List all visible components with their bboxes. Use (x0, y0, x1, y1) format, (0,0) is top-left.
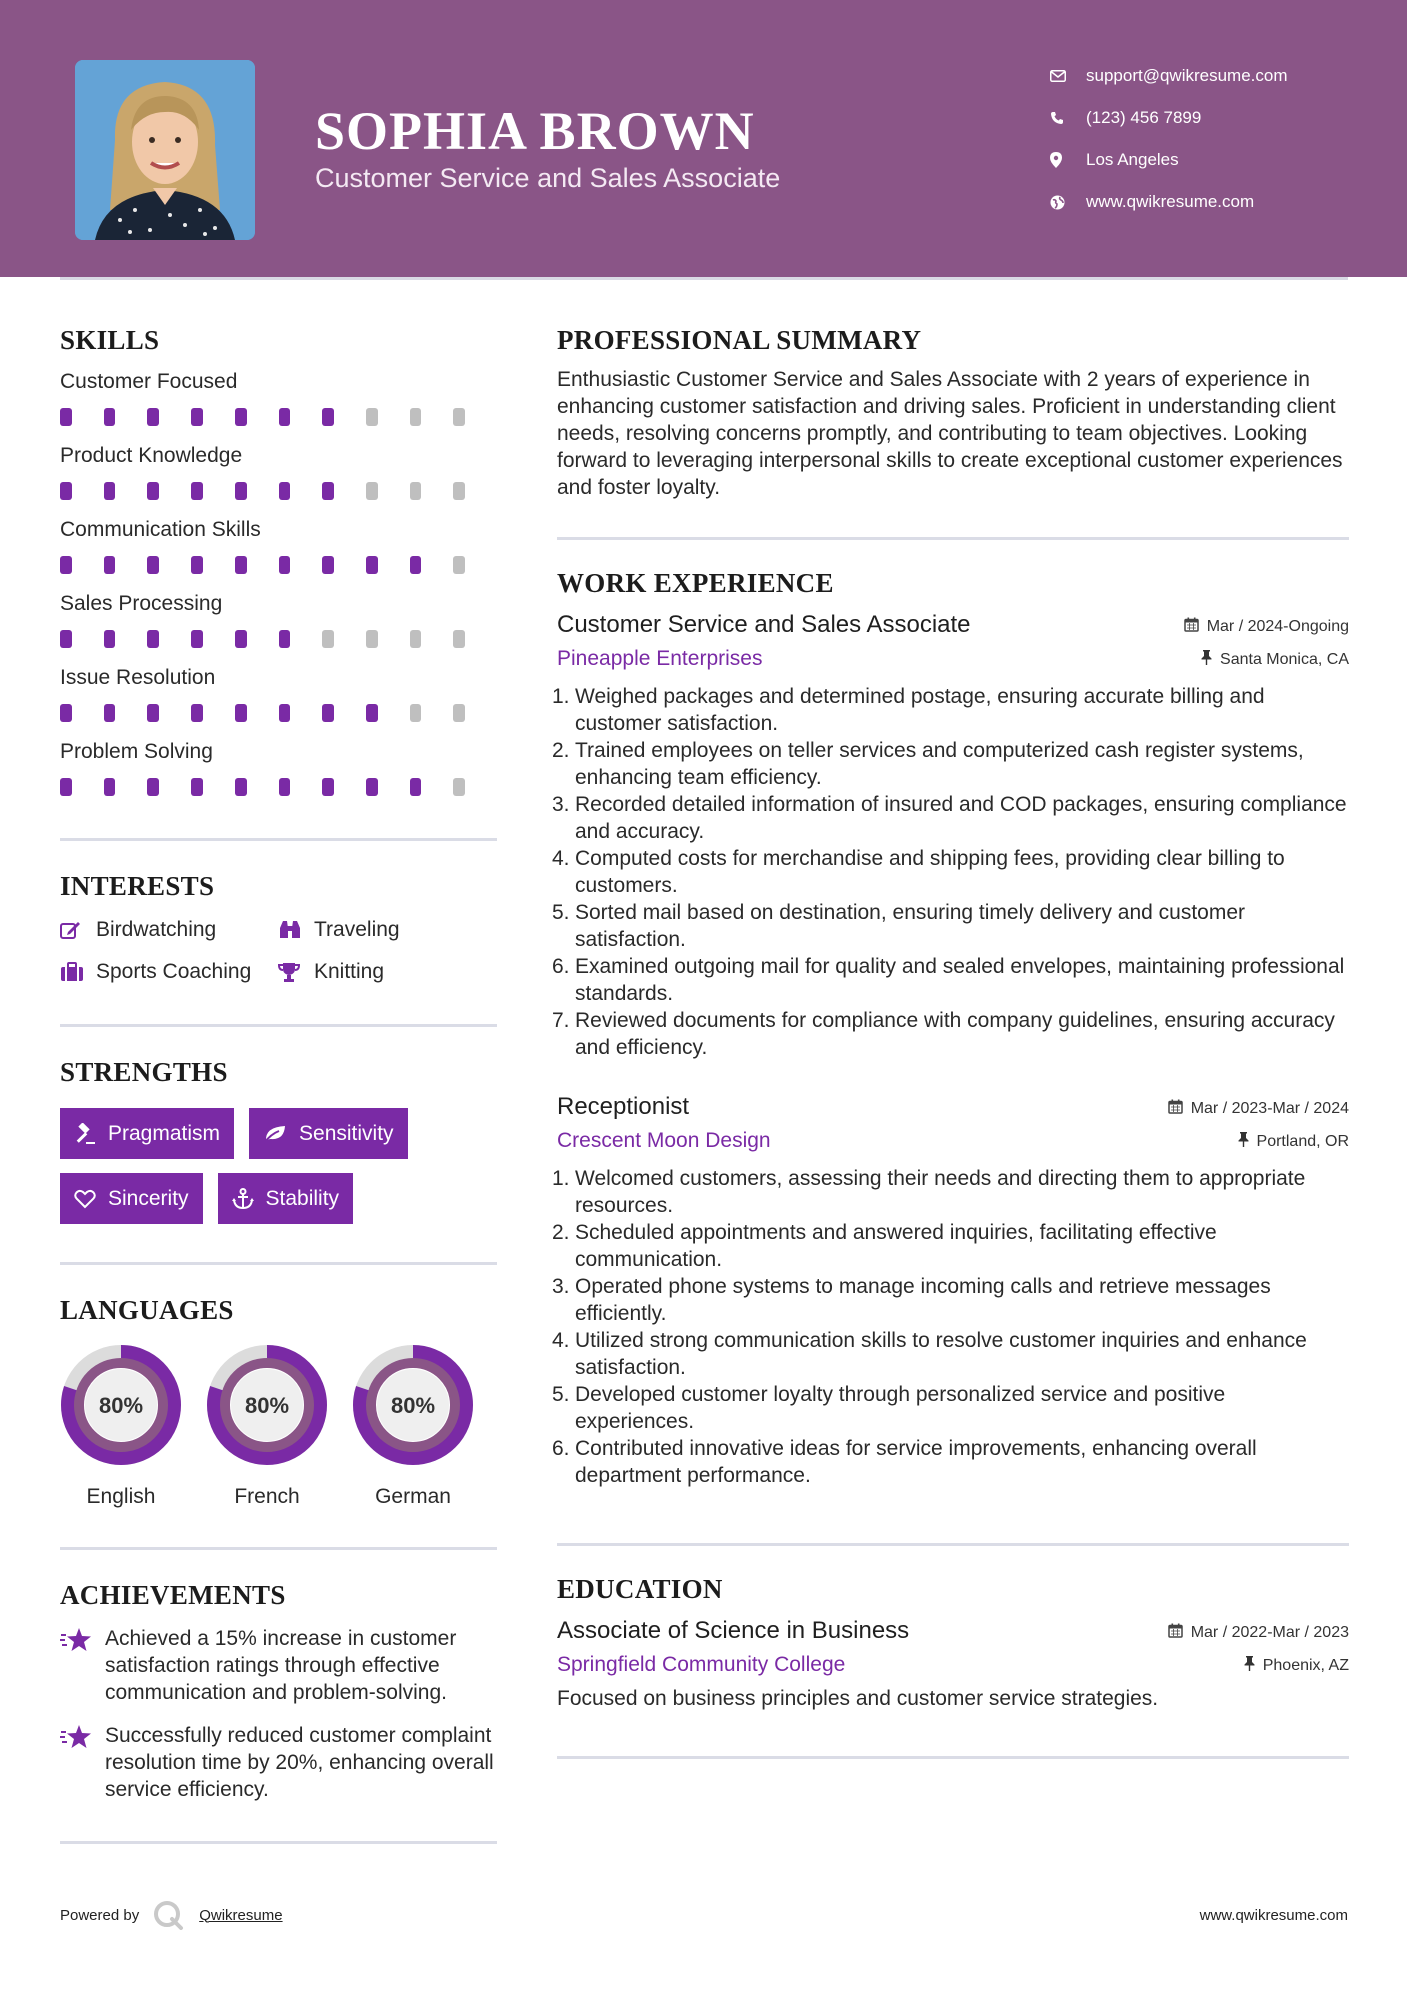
section-divider (557, 1756, 1349, 1759)
powered-by (60, 1900, 283, 1930)
education-heading: EDUCATION (557, 1574, 723, 1604)
contact-phone[interactable] (1050, 97, 1288, 139)
job-dates: Mar / 2024-Ongoing (1184, 617, 1349, 636)
language-percent: 80% (98, 1393, 144, 1418)
rating-dot-filled (235, 408, 247, 426)
rating-dot-filled (235, 556, 247, 574)
job-entry (552, 611, 1349, 1061)
education-entry (557, 1617, 1349, 1712)
job-bullet: 3. Operated phone systems to manage incoming calls and retrieve messages efficiently. (552, 1275, 1271, 1325)
rating-dot-filled (410, 556, 422, 574)
company-name: Crescent Moon Design (557, 1129, 771, 1152)
envelope-icon (1050, 70, 1086, 82)
contact-list (1050, 55, 1288, 223)
job-bullets (552, 683, 1349, 1061)
job-bullet: 2. Scheduled appointments and answered inquiries, facilitating effective communication. (552, 1221, 1217, 1271)
pushpin-icon (1244, 1656, 1255, 1675)
rating-dot-filled (366, 778, 378, 796)
section-divider (557, 1543, 1349, 1546)
section-divider (60, 1262, 497, 1265)
rating-dot-filled (279, 778, 291, 796)
job-dates: Mar / 2023-Mar / 2024 (1168, 1099, 1349, 1118)
rating-dot-empty (453, 408, 465, 426)
section-divider (60, 1841, 497, 1844)
binoculars-icon (278, 920, 314, 940)
bullet-number: 4. (552, 847, 570, 870)
rating-dot-filled (366, 556, 378, 574)
interests-list (60, 918, 497, 984)
language-item (206, 1344, 328, 1509)
bullet-number: 1. (552, 1167, 570, 1190)
powered-by-label: Powered by (60, 1906, 140, 1924)
language-name: French (234, 1485, 300, 1508)
bullet-number: 2. (552, 739, 570, 762)
footer-url[interactable]: www.qwikresume.com (1199, 1906, 1348, 1924)
strength-badge (249, 1108, 408, 1159)
rating-dot-filled (147, 408, 159, 426)
rating-dot-empty (366, 630, 378, 648)
strength-badge (60, 1108, 234, 1159)
job-bullet: 5. Developed customer loyalty through personalized service and positive experiences. (552, 1383, 1226, 1433)
rating-dot-empty (453, 704, 465, 722)
skill-name: Issue Resolution (60, 666, 216, 689)
right-column (552, 325, 1349, 1759)
language-percent: 80% (390, 1393, 436, 1418)
rating-dot-filled (235, 630, 247, 648)
strength-label: Pragmatism (108, 1121, 221, 1145)
rating-dot-filled (191, 556, 203, 574)
section-divider (60, 1024, 497, 1027)
strength-label: Stability (265, 1186, 340, 1210)
pushpin-icon (1238, 1132, 1249, 1151)
work-list (552, 611, 1349, 1489)
pencil-square-icon (60, 920, 96, 940)
brand-link[interactable]: Qwikresume (199, 1906, 283, 1924)
summary-text: Enthusiastic Customer Service and Sales Associate with 2 years of experience in enhancing customer satisfaction and driving sales. Proficient in understanding client needs, resolving concerns promptly, and contributing to team objectives. Looking forward to leveraging interpersonal skills to create exceptional customer experiences and foster loyalty. (557, 368, 1343, 499)
leaf-icon (263, 1124, 287, 1144)
rating-dot-filled (279, 630, 291, 648)
rating-dot-empty (410, 482, 422, 500)
job-bullet: 4. Utilized strong communication skills to resolve customer inquiries and enhance satisfaction. (552, 1329, 1307, 1379)
bullet-number: 5. (552, 1383, 570, 1406)
job-bullet: 1. Welcomed customers, assessing their needs and directing them to appropriate resources. (552, 1167, 1306, 1217)
job-bullets (552, 1165, 1349, 1489)
achievement-item (60, 1722, 497, 1803)
rating-dot-empty (410, 408, 422, 426)
rating-dot-empty (366, 482, 378, 500)
rating-dot-filled (104, 408, 116, 426)
skill-rating (60, 704, 497, 724)
rating-dot-empty (366, 408, 378, 426)
section-divider (60, 838, 497, 841)
rating-dot-empty (453, 482, 465, 500)
star-badge-icon (60, 1625, 105, 1706)
section-divider (60, 1547, 497, 1550)
rating-dot-filled (104, 704, 116, 722)
rating-dot-filled (104, 556, 116, 574)
achievements-list (60, 1625, 497, 1803)
rating-dot-filled (147, 704, 159, 722)
location-pin-icon (1050, 152, 1086, 168)
strengths-list (60, 1108, 497, 1224)
contact-location (1050, 139, 1288, 181)
skill-rating (60, 778, 497, 798)
star-badge-icon (60, 1722, 105, 1803)
job-bullet: 4. Computed costs for merchandise and shipping fees, providing clear billing to customers. (552, 847, 1285, 897)
job-title: Customer Service and Sales Associate (557, 611, 971, 638)
language-item (352, 1344, 474, 1509)
interest-item (278, 960, 478, 984)
bullet-number: 3. (552, 1275, 570, 1298)
summary-heading: PROFESSIONAL SUMMARY (557, 325, 922, 355)
bullet-number: 7. (552, 1009, 570, 1032)
language-ring (352, 1344, 474, 1466)
interests-heading: INTERESTS (60, 871, 215, 901)
bullet-number: 6. (552, 1437, 570, 1460)
rating-dot-filled (147, 482, 159, 500)
skill-rating (60, 630, 497, 650)
achievement-text: Successfully reduced customer complaint resolution time by 20%, enhancing overall service efficiency. (105, 1724, 494, 1801)
resume-header (0, 0, 1407, 277)
interest-item (60, 918, 278, 942)
education-school: Springfield Community College (557, 1653, 846, 1676)
bullet-number: 4. (552, 1329, 570, 1352)
pushpin-icon (1201, 650, 1212, 669)
candidate-title: Customer Service and Sales Associate (315, 163, 781, 193)
job-entry (552, 1093, 1349, 1489)
rating-dot-filled (410, 778, 422, 796)
skills-list (60, 370, 497, 798)
calendar-icon (1184, 617, 1199, 636)
achievement-text: Achieved a 15% increase in customer satisfaction ratings through effective communication and problem-solving. (105, 1627, 457, 1704)
skill-name: Communication Skills (60, 518, 261, 541)
rating-dot-filled (191, 408, 203, 426)
rating-dot-filled (104, 482, 116, 500)
contact-location-text: Los Angeles (1086, 150, 1179, 169)
rating-dot-filled (191, 704, 203, 722)
rating-dot-filled (279, 704, 291, 722)
rating-dot-filled (104, 778, 116, 796)
language-name: German (375, 1485, 451, 1508)
achievement-item (60, 1625, 497, 1706)
languages-heading: LANGUAGES (60, 1295, 234, 1325)
rating-dot-empty (322, 630, 334, 648)
company-name: Pineapple Enterprises (557, 647, 763, 670)
footer (60, 1900, 1348, 1930)
rating-dot-filled (279, 482, 291, 500)
bullet-number: 6. (552, 955, 570, 978)
bullet-number: 2. (552, 1221, 570, 1244)
bullet-number: 1. (552, 685, 570, 708)
gavel-icon (74, 1123, 96, 1145)
job-location: Portland, OR (1238, 1132, 1349, 1151)
qwikresume-logo-icon (153, 1900, 185, 1930)
rating-dot-filled (366, 704, 378, 722)
rating-dot-filled (60, 630, 72, 648)
rating-dot-filled (60, 556, 72, 574)
rating-dot-filled (322, 704, 334, 722)
profile-photo (75, 60, 255, 240)
education-dates: Mar / 2022-Mar / 2023 (1168, 1623, 1349, 1642)
interest-label: Traveling (314, 918, 400, 941)
interest-label: Knitting (314, 960, 385, 983)
job-bullet: 2. Trained employees on teller services and computerized cash register systems, enhancing team efficiency. (552, 739, 1304, 789)
language-name: English (86, 1485, 156, 1508)
contact-website[interactable] (1050, 181, 1288, 223)
job-bullet: 3. Recorded detailed information of insured and COD packages, ensuring compliance and accuracy. (552, 793, 1347, 843)
education-degree: Associate of Science in Business (557, 1617, 910, 1644)
rating-dot-filled (60, 482, 72, 500)
contact-email[interactable] (1050, 55, 1288, 97)
header-divider (60, 277, 1348, 280)
rating-dot-empty (453, 556, 465, 574)
rating-dot-filled (235, 704, 247, 722)
job-title: Receptionist (557, 1093, 690, 1120)
trophy-icon (278, 962, 314, 982)
language-percent: 80% (244, 1393, 290, 1418)
contact-phone-text: (123) 456 7899 (1086, 108, 1202, 127)
skill-name: Sales Processing (60, 592, 223, 615)
education-location: Phoenix, AZ (1244, 1656, 1349, 1675)
rating-dot-filled (104, 630, 116, 648)
rating-dot-filled (322, 556, 334, 574)
work-heading: WORK EXPERIENCE (557, 568, 834, 598)
job-bullet: 5. Sorted mail based on destination, ensuring timely delivery and customer satisfaction. (552, 901, 1246, 951)
rating-dot-filled (191, 630, 203, 648)
contact-website-text: www.qwikresume.com (1086, 192, 1255, 211)
achievements-heading: ACHIEVEMENTS (60, 1580, 286, 1610)
rating-dot-empty (453, 778, 465, 796)
job-bullet: 6. Examined outgoing mail for quality and sealed envelopes, maintaining professional standards. (552, 955, 1345, 1005)
anchor-icon (232, 1188, 254, 1210)
skill-rating (60, 408, 497, 428)
rating-dot-filled (191, 482, 203, 500)
heart-icon (74, 1189, 96, 1209)
interest-item (278, 918, 478, 942)
rating-dot-filled (60, 778, 72, 796)
rating-dot-filled (279, 408, 291, 426)
job-location: Santa Monica, CA (1201, 650, 1349, 669)
strength-badge (60, 1173, 203, 1224)
skill-rating (60, 482, 497, 502)
rating-dot-empty (410, 630, 422, 648)
rating-dot-filled (322, 408, 334, 426)
language-ring (206, 1344, 328, 1466)
rating-dot-filled (279, 556, 291, 574)
skill-name: Customer Focused (60, 370, 238, 393)
interest-item (60, 960, 278, 984)
interest-label: Sports Coaching (96, 960, 252, 983)
rating-dot-filled (60, 704, 72, 722)
bullet-number: 5. (552, 901, 570, 924)
strengths-heading: STRENGTHS (60, 1057, 228, 1087)
rating-dot-filled (191, 778, 203, 796)
calendar-icon (1168, 1099, 1183, 1118)
skill-rating (60, 556, 497, 576)
rating-dot-filled (235, 482, 247, 500)
strength-label: Sensitivity (299, 1121, 394, 1145)
education-description: Focused on business principles and customer service strategies. (557, 1687, 1159, 1710)
left-column (60, 325, 497, 1844)
phone-icon (1050, 111, 1086, 125)
contact-email-text: support@qwikresume.com (1086, 66, 1288, 85)
job-bullet: 1. Weighed packages and determined postage, ensuring accurate billing and customer satisfaction. (552, 685, 1265, 735)
rating-dot-filled (147, 556, 159, 574)
language-ring (60, 1344, 182, 1466)
calendar-icon (1168, 1623, 1183, 1642)
rating-dot-filled (60, 408, 72, 426)
rating-dot-filled (322, 778, 334, 796)
rating-dot-empty (410, 704, 422, 722)
briefcase-icon (60, 962, 96, 982)
rating-dot-empty (453, 630, 465, 648)
skills-heading: SKILLS (60, 325, 160, 355)
bullet-number: 3. (552, 793, 570, 816)
section-divider (557, 537, 1349, 540)
skill-name: Problem Solving (60, 740, 213, 763)
globe-icon (1050, 195, 1086, 210)
languages-list (60, 1344, 497, 1509)
strength-badge (218, 1173, 354, 1224)
candidate-name: SOPHIA BROWN (315, 101, 755, 161)
job-bullet: 7. Reviewed documents for compliance with company guidelines, ensuring accuracy and efficiency. (552, 1009, 1335, 1059)
job-bullet: 6. Contributed innovative ideas for service improvements, enhancing overall department performance. (552, 1437, 1257, 1487)
rating-dot-filled (322, 482, 334, 500)
rating-dot-filled (147, 630, 159, 648)
interest-label: Birdwatching (96, 918, 217, 941)
strength-label: Sincerity (108, 1186, 189, 1210)
skill-name: Product Knowledge (60, 444, 243, 467)
language-item (60, 1344, 182, 1509)
rating-dot-filled (147, 778, 159, 796)
rating-dot-filled (235, 778, 247, 796)
